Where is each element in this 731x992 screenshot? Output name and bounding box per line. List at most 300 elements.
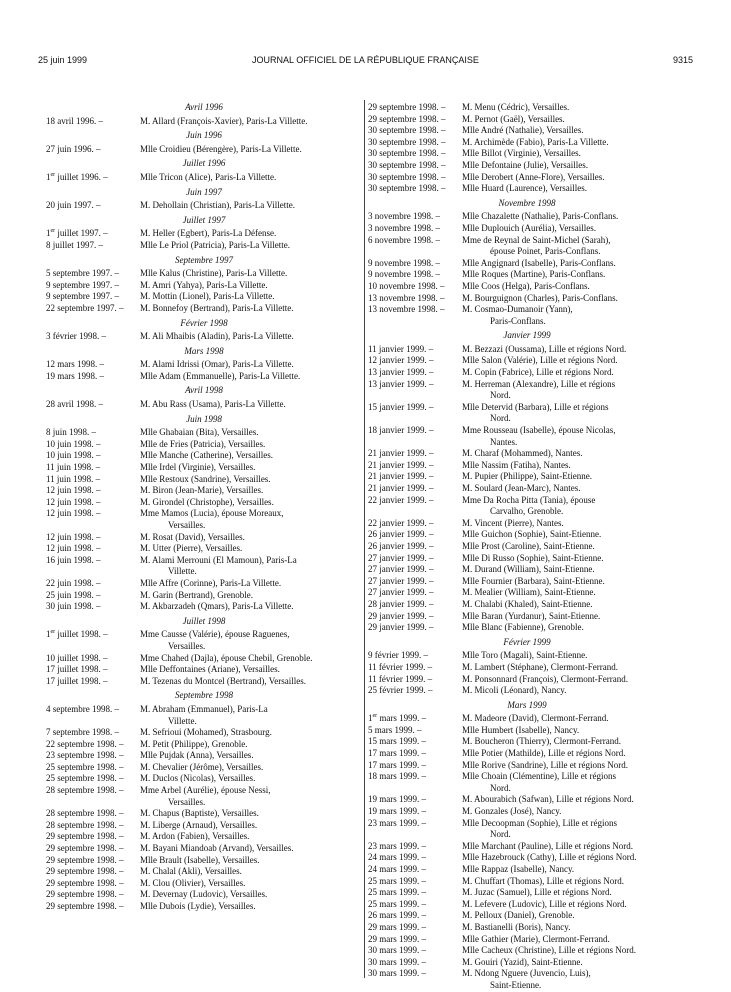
nomination-entry: [46, 727, 362, 739]
entry-text: [462, 662, 686, 674]
nomination-entry: [368, 379, 686, 402]
entry-text: [140, 578, 362, 590]
entry-date: 13 novembre 1998. –: [368, 304, 445, 315]
entry-text: [140, 116, 362, 128]
entry-name: Mlle Rorive (Sandrine), Lille et régions Nord.: [462, 759, 628, 770]
nomination-entry: [368, 125, 686, 137]
entry-text: [462, 771, 686, 794]
nomination-entry: [368, 685, 686, 697]
entry-name: Mlle Ghabaian (Bita), Versailles.: [140, 427, 259, 438]
entry-date: 3 novembre 1998. –: [368, 211, 440, 222]
entry-name: M. Gouiri (Yazid), Saint-Etienne.: [462, 956, 583, 967]
entry-date: 22 janvier 1999. –: [368, 494, 434, 505]
entry-text: [140, 144, 362, 156]
entry-date-rest: juillet 1998. –: [55, 629, 108, 640]
entry-name: M. Micoli (Léonard), Nancy.: [462, 685, 567, 696]
entry-text: [140, 497, 362, 509]
entry-name: M. Liberge (Arnaud), Versailles.: [140, 819, 258, 830]
entry-date: 29 septembre 1998. –: [46, 843, 124, 854]
nomination-entry: [368, 211, 686, 223]
entry-text: [462, 529, 686, 541]
month-heading: Juin 1997: [186, 186, 222, 197]
nomination-entry: [368, 587, 686, 599]
nomination-entry: [46, 704, 362, 727]
entry-name: Mme Causse (Valérie), épouse Raguenes,: [140, 629, 290, 640]
nomination-entry: [368, 887, 686, 899]
entry-date: 8 juin 1998. –: [46, 427, 97, 438]
entry-name: M. Biron (Jean-Marie), Versailles.: [140, 485, 264, 496]
entry-text: [462, 223, 686, 235]
entry-date-ordinal: er: [372, 713, 378, 720]
entry-name: M. Girondel (Christophe), Versailles.: [140, 496, 274, 507]
journal-title: JOURNAL OFFICIEL DE LA RÉPUBLIQUE FRANÇAISE: [252, 55, 479, 65]
entry-text: [462, 713, 686, 725]
entry-name: Mme Chahed (Dajla), épouse Chebil, Grenoble.: [140, 652, 313, 663]
issue-date: 25 juin 1999: [38, 55, 88, 65]
entry-name: Mme Rousseau (Isabelle), épouse Nicolas,: [462, 425, 616, 436]
entry-date: 25 juin 1998. –: [46, 589, 101, 600]
entry-date: 30 juin 1998. –: [46, 601, 101, 612]
nomination-entry: [46, 831, 362, 843]
entry-name: Mlle Nassim (Fatiha), Nantes.: [462, 459, 571, 470]
month-heading: Juillet 1997: [182, 214, 226, 225]
nomination-entry: [368, 771, 686, 794]
entry-continuation: Nord.: [490, 782, 511, 793]
entry-text: [140, 280, 362, 292]
nomination-entry: [368, 748, 686, 760]
nomination-entry: [46, 240, 362, 252]
entry-text: [140, 291, 362, 303]
entry-date: 6 novembre 1998. –: [368, 234, 440, 245]
entry-name: Mlle Gathier (Marie), Clermont-Ferrand.: [462, 933, 610, 944]
entry-name: M. Bayani Miandoab (Arvand), Versailles.: [140, 843, 294, 854]
entry-date: 12 juin 1998. –: [46, 508, 101, 519]
entry-text: [140, 773, 362, 785]
entry-continuation: Paris-Conflans.: [490, 315, 546, 326]
entry-date: 29 septembre 1998. –: [46, 866, 124, 877]
entry-text: [462, 367, 686, 379]
entry-text: [140, 555, 362, 578]
entry-name: Mlle André (Nathalie), Versailles.: [462, 125, 584, 136]
entry-date: 27 janvier 1999. –: [368, 564, 434, 575]
entry-date: 11 juin 1998. –: [46, 473, 101, 484]
entry-date: 29 septembre 1998. –: [46, 854, 124, 865]
entry-date-ordinal: er: [50, 171, 56, 178]
entry-text: [140, 303, 362, 315]
entry-name: Mlle Hazebrouck (Cathy), Lille et régions Nord.: [462, 852, 637, 863]
entry-date: 22 janvier 1999. –: [368, 517, 434, 528]
nomination-entry: [46, 497, 362, 509]
entry-text: [462, 760, 686, 772]
entry-name: M. Rosat (David), Versailles.: [140, 531, 245, 542]
entry-date: 29 janvier 1999. –: [368, 622, 434, 633]
entry-name: M. Petit (Philippe), Grenoble.: [140, 738, 248, 749]
entry-text: [462, 957, 686, 969]
entry-date: 26 janvier 1999. –: [368, 540, 434, 551]
entry-text: [462, 650, 686, 662]
entry-name: M. Bonnefoy (Bertrand), Paris-La Villette.: [140, 302, 294, 313]
entry-name: M. Alami Merrouni (El Mamoun), Paris-La: [140, 554, 297, 565]
entry-date: 30 septembre 1998. –: [368, 159, 446, 170]
entry-name: M. Durand (William), Saint-Etienne.: [462, 564, 595, 575]
entry-date: 20 juin 1997. –: [46, 200, 101, 211]
nomination-entry: [368, 945, 686, 957]
entry-date: 13 janvier 1999. –: [368, 378, 434, 389]
nomination-entry: [46, 808, 362, 820]
nomination-entry: [46, 280, 362, 292]
entry-text: [140, 762, 362, 774]
entry-date: 30 septembre 1998. –: [368, 183, 446, 194]
entry-text: [462, 425, 686, 448]
entry-name: Mlle Fournier (Barbara), Saint-Etienne.: [462, 575, 605, 586]
nomination-entry: [46, 664, 362, 676]
entry-date: 30 mars 1999. –: [368, 968, 426, 979]
nomination-entry: [368, 223, 686, 235]
entry-date-ordinal: er: [50, 228, 56, 235]
nomination-entry: [368, 355, 686, 367]
entry-date: 25 septembre 1998. –: [46, 773, 124, 784]
entry-name: M. Gonzales (José), Nancy.: [462, 806, 562, 817]
entry-continuation: Versailles.: [168, 640, 206, 651]
entry-text: [140, 843, 362, 855]
entry-date: 27 janvier 1999. –: [368, 587, 434, 598]
entry-name: Mlle Rappaz (Isabelle), Nancy.: [462, 864, 575, 874]
month-heading: Mars 1999: [507, 699, 547, 710]
entry-name: M. Charaf (Mohammed), Nantes.: [462, 448, 583, 459]
entry-name: M. Lefevere (Ludovic), Lille et régions Nord.: [462, 898, 627, 909]
entry-text: [462, 355, 686, 367]
nomination-entry: [46, 590, 362, 602]
month-heading: Juin 1998: [186, 413, 222, 424]
entry-text: [462, 876, 686, 888]
nomination-entry: [368, 114, 686, 126]
entry-date: 28 avril 1998. –: [46, 399, 103, 410]
entry-date: 26 mars 1999. –: [368, 910, 426, 921]
month-heading: Avril 1996: [185, 102, 223, 112]
entry-name: M. Mottin (Lionel), Paris-La Villette.: [140, 291, 275, 302]
entry-name: Mlle Decoopman (Sophie), Lille et régions: [462, 817, 617, 828]
nomination-entry: [46, 855, 362, 867]
entry-date: 19 mars 1998. –: [46, 370, 104, 381]
entry-text: [140, 889, 362, 901]
entry-text: [140, 485, 362, 497]
entry-name: M. Alami Idrissi (Omar), Paris-La Villette.: [140, 359, 294, 370]
entry-text: [462, 910, 686, 922]
entry-name: M. Ali Mhaibis (Aladin), Paris-La Villette.: [140, 331, 294, 342]
month-heading: Janvier 1999: [503, 330, 551, 341]
nomination-entry: [368, 293, 686, 305]
entry-name: M. Tezenas du Montcel (Bertrand), Versailles.: [140, 675, 306, 686]
entry-text: [140, 676, 362, 688]
nomination-entry: [368, 876, 686, 888]
nomination-entry: [46, 116, 362, 128]
entry-name: M. Devernay (Ludovic), Versailles.: [140, 889, 268, 900]
nomination-entry: [46, 508, 362, 531]
entry-text: [462, 114, 686, 126]
entry-text: [140, 359, 362, 371]
entry-text: [140, 450, 362, 462]
nomination-entry: [46, 739, 362, 751]
entry-name: Mlle Croidieu (Bérengère), Paris-La Villette.: [140, 143, 302, 154]
entry-date: 12 janvier 1999. –: [368, 355, 434, 366]
entry-date: 12 mars 1998. –: [46, 359, 104, 370]
nomination-entry: [368, 518, 686, 530]
entry-date: 30 septembre 1998. –: [368, 148, 446, 159]
entry-text: [462, 402, 686, 425]
entry-text: [462, 945, 686, 957]
entry-text: [462, 495, 686, 518]
entry-text: [462, 725, 686, 737]
entry-name: Mlle Prost (Caroline), Saint-Etienne.: [462, 540, 595, 551]
entry-date: 29 septembre 1998. –: [46, 901, 124, 911]
nomination-entry: [368, 148, 686, 160]
entry-text: [462, 818, 686, 841]
nomination-entry: [46, 291, 362, 303]
entry-text: [462, 541, 686, 553]
entry-name: M. Boucheron (Thierry), Clermont-Ferrand.: [462, 736, 621, 747]
entry-date: 30 septembre 1998. –: [368, 171, 446, 182]
nomination-entry: [46, 303, 362, 315]
nomination-entry: [368, 899, 686, 911]
nomination-entry: [368, 460, 686, 472]
entry-text: [462, 934, 686, 946]
entry-text: [140, 462, 362, 474]
nomination-entry: [368, 448, 686, 460]
entry-text: [462, 518, 686, 530]
nomination-entry: [368, 160, 686, 172]
entry-text: [140, 727, 362, 739]
month-heading: Avril 1998: [185, 385, 223, 396]
entry-name: M. Vincent (Pierre), Nantes.: [462, 517, 564, 528]
nomination-entry: [368, 713, 686, 725]
entry-date-rest: juillet 1996. –: [55, 171, 108, 182]
nomination-entry: [46, 399, 362, 411]
entry-name: Mlle Huard (Laurence), Versailles.: [462, 183, 588, 194]
entry-date: 16 juin 1998. –: [46, 554, 101, 565]
entry-date: 30 septembre 1998. –: [368, 136, 446, 147]
entry-text: [462, 576, 686, 588]
entry-text: [140, 901, 362, 913]
entry-text: [140, 704, 362, 727]
nomination-entry: [368, 281, 686, 293]
entry-text: [140, 331, 362, 343]
nomination-entry: [46, 889, 362, 901]
entry-text: [140, 750, 362, 762]
entry-name: M. Pernot (Gaël), Versailles.: [462, 113, 565, 124]
entry-date: 11 février 1999. –: [368, 673, 433, 684]
entry-text: [462, 841, 686, 853]
entry-text: [140, 427, 362, 439]
entry-date: 12 juin 1998. –: [46, 531, 101, 542]
entry-date: 11 juin 1998. –: [46, 462, 101, 473]
entry-date: 9 novembre 1998. –: [368, 269, 440, 280]
nomination-entry: [368, 258, 686, 270]
entry-date: 10 juillet 1998. –: [46, 652, 108, 663]
nomination-entry: [46, 228, 362, 240]
entry-date: 21 janvier 1999. –: [368, 471, 434, 482]
entry-date: 3 février 1998. –: [46, 331, 106, 342]
entry-date: 8 juillet 1997. –: [46, 239, 103, 250]
entry-text: [462, 448, 686, 460]
entry-date: 9 septembre 1997. –: [46, 291, 119, 302]
entry-name: Mlle de Fries (Patricia), Versailles.: [140, 438, 266, 449]
month-heading: Juin 1996: [186, 130, 222, 141]
entry-date-day: 1: [368, 713, 373, 724]
entry-date: 13 janvier 1999. –: [368, 367, 434, 378]
entry-name: Mlle Di Russo (Sophie), Saint-Etienne.: [462, 552, 604, 563]
entry-date: 28 septembre 1998. –: [46, 819, 124, 830]
nomination-entry: [46, 474, 362, 486]
nomination-entry: [368, 553, 686, 565]
entry-name: M. Abourabich (Safwan), Lille et régions Nord.: [462, 794, 634, 805]
entry-date: 27 janvier 1999. –: [368, 575, 434, 586]
entry-date: 11 janvier 1999. –: [368, 343, 434, 354]
nomination-entry: [368, 957, 686, 969]
entry-text: [140, 664, 362, 676]
nomination-entry: [368, 183, 686, 195]
entry-date: 29 mars 1999. –: [368, 933, 426, 944]
entry-name: Mlle Angignard (Isabelle), Paris-Conflans.: [462, 257, 616, 268]
entry-date: 5 septembre 1997. –: [46, 268, 119, 279]
entry-date: 10 juin 1998. –: [46, 450, 101, 461]
nomination-entry: [368, 662, 686, 674]
entry-date: 18 janvier 1999. –: [368, 425, 434, 436]
month-heading: Septembre 1998: [175, 690, 233, 701]
nomination-entry: [46, 144, 362, 156]
entry-date: 11 février 1999. –: [368, 661, 433, 672]
nomination-entry: [368, 674, 686, 686]
entry-name: Mlle Coos (Helga), Paris-Conflans.: [462, 280, 590, 291]
nomination-entry: [368, 852, 686, 864]
nomination-entry: [368, 495, 686, 518]
entry-text: [462, 172, 686, 184]
entry-name: M. Copin (Fabrice), Lille et régions Nord.: [462, 367, 614, 378]
entry-text: [140, 268, 362, 280]
entry-name: M. Sefrioui (Mohamed), Strasbourg.: [140, 727, 272, 738]
entry-date: 29 septembre 1998. –: [368, 113, 446, 124]
entry-text: [462, 304, 686, 327]
entry-date: 4 septembre 1998. –: [46, 703, 119, 714]
entry-name: Mlle Derobert (Anne-Flore), Versailles.: [462, 171, 605, 182]
entry-date: 9 novembre 1998. –: [368, 257, 440, 268]
entry-date: [46, 629, 140, 652]
entry-date: 29 septembre 1998. –: [46, 889, 124, 900]
entry-date: 17 mars 1999. –: [368, 748, 426, 759]
entry-text: [462, 599, 686, 611]
entry-date: 23 mars 1999. –: [368, 840, 426, 851]
month-heading: Novembre 1998: [498, 197, 556, 208]
nomination-entry: [368, 102, 686, 114]
nomination-entry: [368, 736, 686, 748]
entry-date: 29 septembre 1998. –: [368, 102, 446, 112]
nomination-entry: [46, 427, 362, 439]
entry-date-day: 1: [46, 228, 51, 239]
nomination-entry: [368, 841, 686, 853]
nomination-entry: [46, 601, 362, 613]
entry-text: [462, 471, 686, 483]
entry-date: 15 mars 1999. –: [368, 736, 426, 747]
entry-date: 15 janvier 1999. –: [368, 401, 434, 412]
entry-date: 23 mars 1999. –: [368, 817, 426, 828]
nomination-entry: [368, 622, 686, 634]
entry-name: Mlle Duplouich (Aurélia), Versailles.: [462, 222, 597, 233]
entry-date: 30 septembre 1998. –: [368, 125, 446, 136]
entry-date: 24 mars 1999. –: [368, 852, 426, 863]
entry-date: 17 mars 1999. –: [368, 759, 426, 770]
entry-text: [462, 553, 686, 565]
entry-text: [140, 371, 362, 383]
entry-continuation: Nord.: [490, 390, 511, 401]
entry-continuation: Villette.: [168, 715, 197, 726]
entry-text: [462, 564, 686, 576]
entry-continuation: Nord.: [490, 829, 511, 840]
entry-name: Mlle Dubois (Lydie), Versailles.: [140, 901, 256, 911]
nomination-entry: [46, 578, 362, 590]
entry-text: [140, 590, 362, 602]
entry-name: Mlle Choain (Clémentine), Lille et régions: [462, 771, 616, 782]
entry-name: M. Bastianelli (Boris), Nancy.: [462, 921, 571, 932]
nomination-entry: [46, 172, 362, 184]
entry-name: M. Abraham (Emmanuel), Paris-La: [140, 703, 268, 714]
entry-name: Mlle Guichon (Sophie), Saint-Etienne.: [462, 529, 602, 540]
entry-date: 3 novembre 1998. –: [368, 222, 440, 233]
nomination-entry: [368, 304, 686, 327]
nomination-entry: [46, 532, 362, 544]
nomination-entry: [46, 750, 362, 762]
entry-date: 5 mars 1999. –: [368, 724, 422, 735]
nomination-entry: [46, 485, 362, 497]
entry-name: Mlle Roques (Martine), Paris-Conflans.: [462, 269, 606, 280]
entry-date-day: 1: [46, 629, 51, 640]
nomination-entry: [368, 650, 686, 662]
entry-name: M. Archimède (Fabio), Paris-La Villette.: [462, 136, 609, 147]
month-heading: Février 1998: [180, 317, 228, 328]
nomination-entry: [368, 425, 686, 448]
entry-date: 21 janvier 1999. –: [368, 459, 434, 470]
entry-continuation: Nord.: [490, 413, 511, 424]
entry-text: [462, 736, 686, 748]
entry-text: [140, 653, 362, 665]
entry-date: 29 mars 1999. –: [368, 921, 426, 932]
nomination-entry: [368, 172, 686, 184]
entry-date-rest: mars 1999. –: [377, 713, 427, 724]
nomination-entry: [46, 450, 362, 462]
entry-text: [462, 148, 686, 160]
entry-name: M. Bezzazi (Oussama), Lille et régions Nord.: [462, 343, 627, 354]
entry-name: M. Chuffart (Thomas), Lille et régions Nord.: [462, 875, 625, 886]
entry-date: 12 juin 1998. –: [46, 485, 101, 496]
nomination-entry: [368, 402, 686, 425]
nomination-entry: [368, 471, 686, 483]
entry-text: [140, 808, 362, 820]
entry-text: [140, 601, 362, 613]
entry-name: M. Heller (Egbert), Paris-La Défense.: [140, 228, 277, 239]
nomination-entry: [46, 331, 362, 343]
entry-name: M. Duclos (Nicolas), Versailles.: [140, 773, 256, 784]
entry-date-day: 1: [46, 171, 51, 182]
entry-name: M. Menu (Cédric), Versailles.: [462, 102, 570, 112]
entry-name: Mlle Deffontaines (Ariane), Versailles.: [140, 664, 280, 675]
entry-text: [462, 258, 686, 270]
entry-text: [462, 235, 686, 258]
entry-text: [462, 622, 686, 634]
entry-text: [140, 878, 362, 890]
month-heading: Septembre 1997: [175, 254, 233, 265]
entry-text: [462, 379, 686, 402]
entry-name: Mlle Marchant (Pauline), Lille et régions Nord.: [462, 840, 633, 851]
left-column: [46, 102, 362, 913]
nomination-entry: [368, 235, 686, 258]
